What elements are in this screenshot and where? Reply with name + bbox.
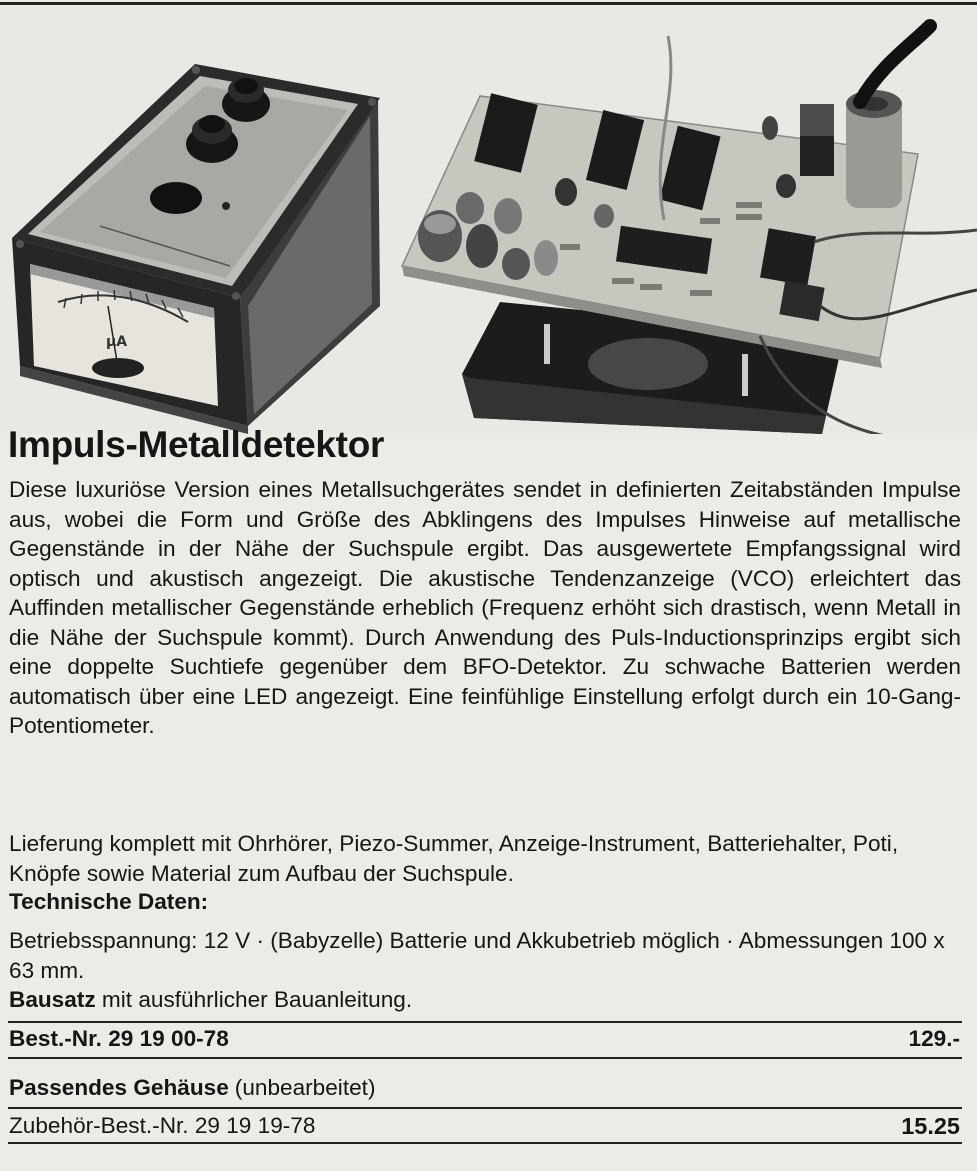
product-title: Impuls-Metalldetektor — [8, 424, 385, 465]
order-price: 129.- — [908, 1026, 960, 1051]
kit-note — [9, 987, 412, 1013]
order-row — [9, 1026, 960, 1052]
top-rule — [0, 2, 977, 5]
product-photo — [0, 6, 977, 434]
tech-data-heading: Technische Daten: — [9, 889, 209, 914]
tech-data-text: Betriebsspannung: 12 V · (Babyzelle) Batterie und Akkubetrieb möglich · Abmessungen 100 x 63 mm. — [9, 928, 945, 983]
accessory-number: Zubehör-Best.-Nr. 29 19 19-78 — [9, 1113, 316, 1138]
product-description: Diese luxuriöse Version eines Metallsuchgerätes sendet in definierten Zeitabständen Impulse aus, wobei die Form und Größe des Abklingens des Impulses Hinweise auf metallische Gegenstände in der Nähe der Suchspule ergibt. Das ausgewertete Empfangssignal wird optisch und akustisch angezeigt. Die akustische Tendenzanzeige (VCO) erleichtert das Auffinden metallischer Gegenstände erheblich (Frequenz erhöht sich drastisch, wenn Metall in die Nähe der Suchspule kommt). Durch Anwendung des Puls-Inductionsprinzips ergibt sich eine doppelte Suchtiefe gegenüber dem BFO-Detektor. Zu schwache Batterien werden automatisch über eine LED angezeigt. Eine feinfühlige Einstellung erfolgt durch ein 10-Gang-Potentiometer. — [9, 477, 961, 738]
accessory-note: (unbearbeitet) — [234, 1075, 376, 1100]
divider — [8, 1107, 962, 1109]
kit-label: Bausatz — [9, 987, 96, 1012]
accessory-order-row — [9, 1113, 960, 1140]
divider — [8, 1021, 962, 1023]
order-number: Best.-Nr. 29 19 00-78 — [9, 1026, 229, 1051]
accessory-title: Passendes Gehäuse — [9, 1075, 229, 1100]
divider — [8, 1142, 962, 1144]
accessory-heading — [9, 1075, 960, 1101]
kit-text: mit ausführlicher Bauanleitung. — [101, 987, 413, 1012]
delivery-contents: Lieferung komplett mit Ohrhörer, Piezo-Summer, Anzeige-Instrument, Batteriehalter, Poti, Knöpfe sowie Material zum Aufbau der Suchspule. — [9, 831, 899, 886]
accessory-price: 15.25 — [901, 1113, 960, 1139]
divider — [8, 1057, 962, 1059]
meter-unit: μA — [106, 334, 128, 350]
